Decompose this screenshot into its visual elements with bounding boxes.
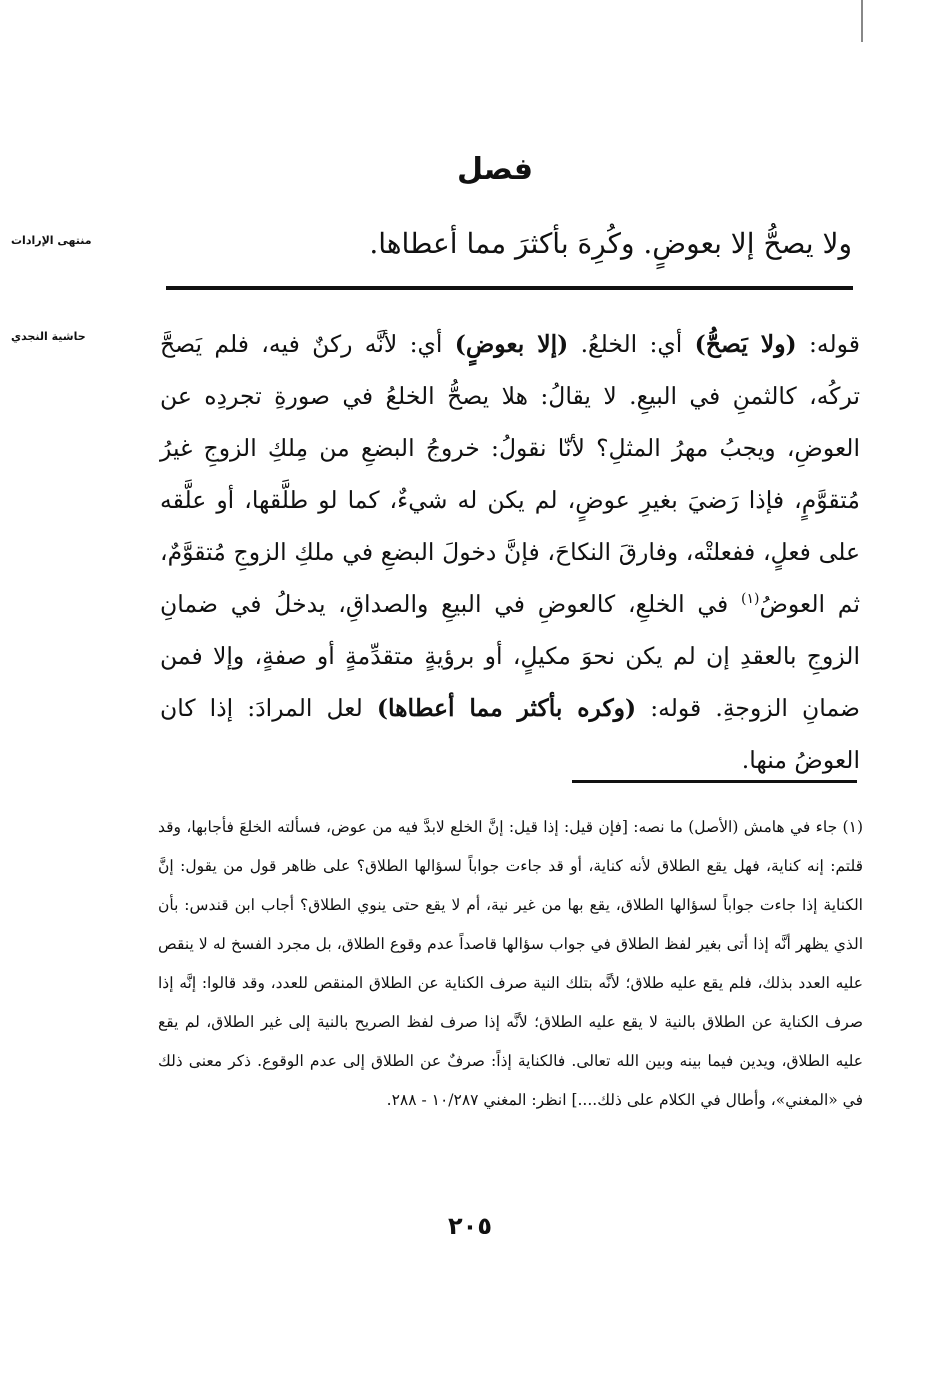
page-number: ٢٠٥ (448, 1212, 492, 1240)
quoted-phrase: (وكره بأكثر مما أعطاها) (376, 694, 637, 722)
quoted-phrase: (إلا بعوضٍ) (454, 330, 569, 358)
quoted-phrase: (ولا يَصحُّ) (694, 330, 797, 358)
commentary-text: أي: الخلعُ. (568, 330, 695, 358)
side-label-hashiya: حاشية النجدي (11, 330, 86, 343)
scan-edge-line (861, 0, 863, 42)
hashiya-commentary (160, 318, 860, 786)
section-divider (166, 286, 853, 290)
matn-text: ولا يصحُّ إلا بعوضٍ. وكُرِهَ بأكثرَ مما أعطاها. (369, 227, 852, 260)
commentary-text: لعل المرادَ: إذا كان العوضُ منها. (160, 694, 860, 774)
footnote-marker[interactable]: (١) (741, 591, 760, 608)
side-label-matn: منتهى الإرادات (11, 234, 92, 247)
commentary-text: أي: لأنَّه ركنٌ فيه، فلم يَصحَّ تركُه، كالثمنِ في البيعِ. لا يقالُ: هلا يصحُّ الخلعُ في صورةِ تجردِه عن العوضِ، ويجبُ مهرُ المثلِ؟ لأنّا نقولُ: خروجُ البضعِ من مِلكِ الزوجِ غيرُ مُتقوَّمٍ، فإذا رَضيَ بغيرِ عوضٍ، لم يكن له شيءٌ، كما لو طلَّقها، أو علَّقه على فعلٍ، ففعلتْه، وفارقَ النكاحَ، فإنَّ دخولَ البضعِ في ملكِ الزوجِ مُتقوَّمٌ، ثم العوضُ (160, 330, 860, 618)
section-title: فصل (457, 152, 533, 187)
footnote-text: (١) جاء في هامش (الأصل) ما نصه: [فإن قيل: إذا قيل: إنَّ الخلع لابدَّ فيه من عوض، فسألته الخلعَ فأجابها، وقد قلتم: إنه كناية، فهل يقع الطلاق لأنه كناية، أو قد جاءت جواباً لسؤالها الطلاق؟ على ظاهر قول من يقول: إنَّ الكناية إذا جاءت جواباً لسؤالها الطلاق، يقع بها من غير نية، أم لا يقع حتى ينوي الطلاق؟ أجاب ابن قندس: بأن الذي يظهر أنَّه إذا أتى بغير لفظ الطلاق في جواب سؤالها قاصداً عدم وقوع الطلاق، بل مجرد الفسخ له لا ينقص عليه العدد بذلك، فلم يقع عليه طلاق؛ لأنَّه بتلك النية صرف الكناية عن الطلاق المنقص للعدد، وقد قالوا: إنَّه إذا صرف الكناية عن الطلاق بالنية لا يقع عليه الطلاق؛ لأنَّه إذا صرف لفظ الصريح بالنية إلى غير الطلاق، لم يقع عليه الطلاق، ويدين فيما بينه وبين الله تعالى. فالكناية إذاً: صرفٌ عن الطلاق إلى عدم الوقوع. ذكر معنى ذلك في «المغني»، وأطال في الكلام على ذلك....] انظر: المغني ١٠/٢٨٧ - ٢٨٨. (158, 818, 863, 1109)
commentary-text: في الخلعِ، كالعوضِ في البيعِ والصداقِ، يدخلُ في ضمانِ الزوجِ بالعقدِ إن لم يكن نحوَ مكيلٍ، أو برؤيةٍ متقدِّمةٍ أو صفةٍ، وإلا فمن ضمانِ الزوجةِ. قوله: (160, 590, 860, 722)
commentary-lead: قوله: (796, 330, 860, 358)
footnote-divider (572, 780, 857, 783)
